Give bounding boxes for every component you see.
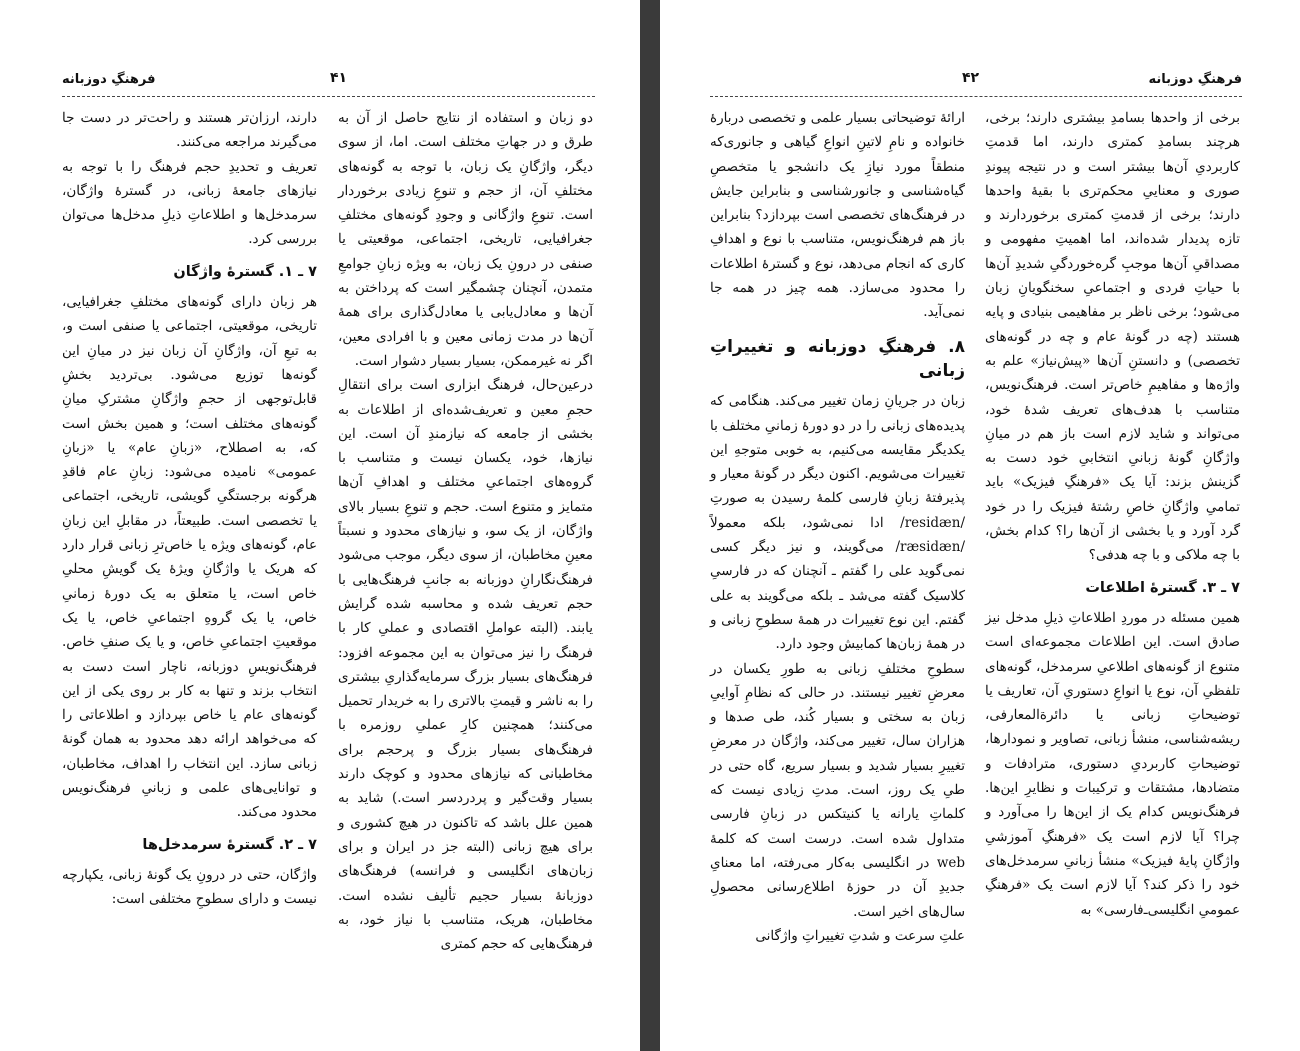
paragraph: دو زبان و استفاده از نتایج حاصل از آن به طرق و در جهاتِ مختلف است. اما، از سوی دیگر، واژگانِ یک زبان، با توجه به گونه‌های مختلفِ آن، از حجم و تنوعِ زیادی برخوردار است. تنوعِ واژگانی و وجودِ گونه‌های مختلفِ جغرافیایی، تاریخی، اجتماعی، موقعیتی یا صنفی در درونِ یک زبان، به ویژه زبانِ جوامعِ متمدن، آنچنان چشمگیر است که پرداختن به آن‌ها و معادل‌یابی یا معادل‌گذاری برای همهٔ آن‌ها در مدت زمانی معین و با افرادی معین، اگر نه غیرممکن، بسیار بسیار دشوار است. [338, 110, 593, 369]
paragraph: تعریف و تحدیدِ حجم فرهنگ را با توجه به نیازهای جامعهٔ زبانی، در گسترهٔ واژگان، سرمدخل‌ها و اطلاعاتِ ذیلِ مدخل‌ها می‌توان بررسی کرد. [62, 158, 317, 248]
text-column-right [338, 106, 593, 956]
paragraph: دارند، ارزان‌تر هستند و راحت‌تر در دست جا می‌گیرند مراجعه می‌کنند. [62, 110, 317, 151]
paragraph: علتِ سرعت و شدتِ تغییراتِ واژگانی [755, 927, 965, 944]
header-rule [62, 96, 595, 97]
section-heading: ۷ ـ ۳. گسترهٔ اطلاعات [1085, 579, 1240, 596]
paragraph: واژگان، حتی در درونِ یک گونهٔ زبانی، یکپارچه نیست و دارای سطوحِ مختلفی است: [62, 866, 317, 908]
book-gutter [640, 0, 660, 1051]
paragraph: زبان در جریانِ زمان تغییر می‌کند. هنگامی که پدیده‌های زبانی را در دو دورهٔ زمانیِ مختلف با یکدیگر مقایسه می‌کنیم، به خوبی متوجهِ این تغییرات می‌شویم. اکنون دیگر در گونهٔ معیار و پذیرفتهٔ زبانِ فارسی کلمهٔ رسیدن به صورتِ /residæn/ ادا نمی‌شود، بلکه معمولاً /ræsidæn/ می‌گویند، و نیز دیگر کسی نمی‌گوید علی را گفتم ـ آنچنان که در فارسیِ کلاسیک گفته می‌شد ـ بلکه می‌گویند به علی گفتم. این نوع تغییرات در همهٔ سطوحِ زبانی و در همهٔ زبان‌ها کمابیش وجود دارد. [710, 393, 965, 653]
paragraph: سطوحِ مختلفِ زبانی به طورِ یکسان در معرضِ تغییر نیستند. در حالی که نظامِ آواییِ زبان به سختی و بسیار کُند، طی صدها و هزاران سال، تغییر می‌کند، واژگان در معرضِ تغییرِ بسیار شدید و بسیار سریع، گاه حتی در طیِ یک روز، است. مدتِ زیادی نیست که کلماتِ یارانه یا کنیتکس در زبانِ فارسی متداول شده است. درست است که کلمهٔ web در انگلیسی به‌کار می‌رفته، اما معنایِ جدیدِ آن در حوزهٔ اطلاع‌رسانی محصولِ سال‌های اخیر است. [710, 660, 965, 920]
running-title: فرهنگِ دوزبانه [62, 72, 156, 87]
page-header [62, 66, 595, 92]
page-header [710, 66, 1242, 92]
section-heading: ۷ ـ ۲. گسترهٔ سرمدخل‌ها [142, 836, 317, 853]
text-column-left [62, 106, 317, 912]
text-column-right [985, 106, 1240, 922]
paragraph: همین مسئله در موردِ اطلاعاتِ ذیلِ مدخل نیز صادق است. این اطلاعات مجموعه‌ای است متنوع از گونه‌های اطلاعیِ سرمدخل، گونه‌های تلفظیِ آن، نوع یا انواعِ دستوریِ آن، تعاریف یا توضیحاتِ زبانی یا دائرةالمعارفی، ریشه‌شناسی، منشأ زبانی، تصاویر و نمودارها، توضیحاتِ کاربردیِ دستوری، مترادفات و متضادها، مشتقات و ترکیبات و نظایرِ این‌ها. فرهنگ‌نویس کدام یک از این‌ها را می‌آورد و چرا؟ آیا لازم است یک «فرهنگِ آموزشیِ واژگانِ پایهٔ فیزیک» منشأ زبانیِ سرمدخل‌های خود را ذکر کند؟ آیا لازم است یک «فرهنگِ عمومیِ انگلیسی‌ـ‌فارسی» به [985, 609, 1240, 918]
paragraph: ارائهٔ توضیحاتی بسیار علمی و تخصصی دربارهٔ خانواده و نامِ لاتینِ انواعِ گیاهی و جانوری‌که منطقاً مورد نیازِ یک دانشجو یا متخصصِ گیاه‌شناسی و جانورشناسی و بنابراین جایش در فرهنگ‌های تخصصی است بپردازد؟ بنابراین باز هم فرهنگ‌نویس، متناسب با نوع و اهدافِ کاری که انجام می‌دهد، نوع و گسترهٔ اطلاعات را محدود می‌سازد. همه چیز در همه جا نمی‌آید. [710, 110, 965, 321]
running-title: فرهنگِ دوزبانه [1148, 72, 1242, 87]
page-number: ۴۱ [330, 70, 348, 86]
paragraph: درعین‌حال، فرهنگ ابزاری است برای انتقالِ حجمِ معین و تعریف‌شده‌ای از اطلاعات به بخشی از جامعه که نیازمندِ آن است. این نیازها، خود، یکسان نیست و متناسب با گروه‌های اجتماعیِ مختلف و اهدافِ آن‌ها متمایز و متنوع است. حجم و تنوعِ بسیار بالای واژگان، از یک سو، و نیازهای محدود و نسبتاً معینِ مخاطبان، از سوی دیگر، موجب می‌شود فرهنگ‌نگارانِ دوزبانه به جانبِ فرهنگ‌هایی با حجم تعریف شده و محاسبه شده گرایش یابند. (البته عواملِ اقتصادی و عملیِ کار با فرهنگ را نیز می‌توان به این مجموعه افزود: فرهنگ‌های بسیار بزرگ سرمایه‌گذاریِ بیشتری را به ناشر و قیمتِ بالاتری را به خریدار تحمیل می‌کنند؛ همچنین کارِ عملیِ روزمره با فرهنگ‌های بسیار بزرگ و پرحجم برای مخاطبانی که نیازهای محدود و کوچک دارند بسیار وقت‌گیر و پردردسر است.) شاید به همین علل باشد که تاکنون در هیچ کشوری و برای هیچ زبانی (البته جز در ایران و برای زبان‌های انگلیسی و فرانسه) فرهنگ‌های دوزبانهٔ بسیار حجیم تألیف نشده است. مخاطبان، هریک، متناسب با نیاز خود، به فرهنگ‌هایی که حجم کمتری [338, 377, 593, 953]
section-heading: ۸. فرهنگِ دوزبانه و تغییراتِ زبانی [710, 336, 965, 381]
paragraph: هر زبان دارای گونه‌های مختلفِ جغرافیایی، تاریخی، موقعیتی، اجتماعی یا صنفی است و، به تبعِ آن، واژگانِ آن زبان نیز در میانِ این گونه‌ها توزیع می‌شود. بی‌تردید بخشِ قابل‌توجهی از حجمِ واژگانِ مشترکِ میانِ گونه‌های مختلف است؛ و همین بخش است که، به اصطلاح، «زبانِ عام» یا «زبانِ عمومی» نامیده می‌شود: زبانِ عام فاقدِ هرگونه برجستگیِ گویشی، تاریخی، اجتماعی یا تخصصی است. طبیعتاً، در مقابلِ این زبانِ عام، گونه‌های ویژه یا خاص‌ترِ زبانی قرار دارد که هریک یا واژگانِ ویژهٔ یک گویشِ محلیِ خاص است، یا متعلق به یک دورهٔ زمانیِ خاص، یا یک گروهِ اجتماعیِ خاص، یا یک موقعیتِ اجتماعیِ خاص، و یا یک صنفِ خاص. فرهنگ‌نویسِ دوزبانه، ناچار است دست به انتخاب بزند و تنها به کار بر روی یکی از این گونه‌های عام یا خاص بپردازد و اطلاعاتی را که می‌خواهد ارائه دهد محدود به همان گونهٔ زبانی سازد. این انتخاب را اهداف، مخاطبان، و توانایی‌های علمی و زبانیِ فرهنگ‌نویس محدود می‌کند. [62, 294, 317, 821]
paragraph: برخی از واحدها بسامدِ بیشتری دارند؛ برخی، هرچند بسامدِ کمتری دارند، اما قدمتِ کاربردیِ آن‌ها بیشتر است و در نتیجه پیوندِ صوری و معناییِ محکم‌تری با بقیهٔ واحدها دارند؛ برخی از قدمتِ کمتری برخوردارند و تازه پدیدار شده‌اند، اما اهمیتِ مفهومی و مصداقیِ آن‌ها موجبِ گره‌خوردگیِ شدیدِ آن‌ها با حیاتِ فردی و اجتماعیِ سخنگویانِ زبان می‌شود؛ برخی ناظر بر مفاهیمی بنیادی و پایه هستند (چه در گونهٔ عام و چه در گونه‌های تخصصی) و دانستنِ آن‌ها «پیش‌نیاز» علم به واژه‌ها و مفاهیمِ خاص‌تر است. فرهنگ‌نویس، متناسب با هدف‌های تعریف شدهٔ خود، می‌تواند و شاید لازم است باز هم در میانِ واژگانِ گونهٔ زبانیِ انتخابیِ خود دست به گزینش بزند: آیا یک «فرهنگِ فیزیک» باید تمامیِ واژگانِ خاصِ رشتهٔ فیزیک را در خود گرد آورد و یا بخشی از آن‌ها را؟ کدام بخش، با چه ملاکی و با چه هدفی؟ [985, 110, 1240, 564]
text-column-left [710, 106, 965, 948]
section-heading: ۷ ـ ۱. گسترهٔ واژگان [173, 263, 317, 280]
header-rule [710, 96, 1242, 97]
page-number: ۴۲ [962, 70, 980, 86]
left-page [0, 0, 640, 1051]
right-page [660, 0, 1300, 1051]
